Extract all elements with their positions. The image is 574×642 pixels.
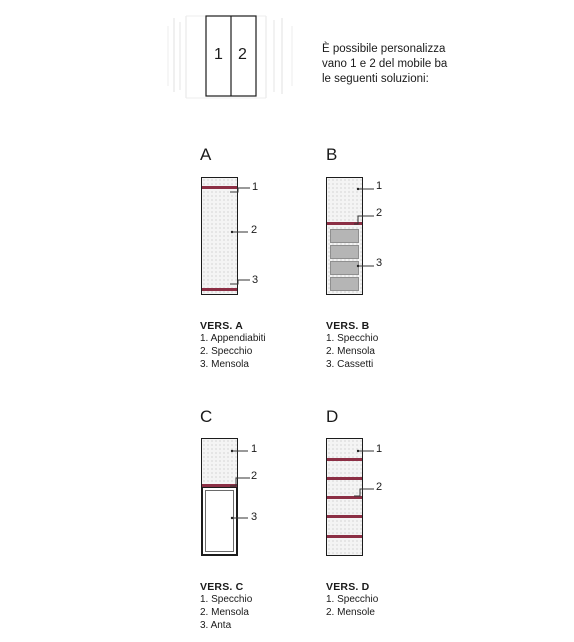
variant-b-legend bbox=[326, 320, 378, 371]
variant-b-item-3: 3. Cassetti bbox=[326, 359, 374, 370]
variant-d-item-1: 1. Specchio bbox=[326, 594, 379, 605]
variant-a-callout-lines bbox=[228, 180, 252, 290]
variant-b-callout-2: 2 bbox=[376, 207, 383, 219]
variant-c-callout-1: 1 bbox=[251, 443, 258, 455]
variant-d-shelf-5 bbox=[327, 535, 362, 538]
variant-a-callout-1: 1 bbox=[252, 181, 259, 193]
variant-d-callout-1: 1 bbox=[376, 443, 383, 455]
variant-a-item-2: 2. Specchio bbox=[200, 346, 253, 357]
variant-b-callout-3: 3 bbox=[376, 257, 383, 269]
variant-d-callout-lines bbox=[352, 442, 378, 502]
variant-c-item-1: 1. Specchio bbox=[200, 594, 253, 605]
variant-c-letter: C bbox=[200, 407, 213, 426]
overview-door-1-label: 1 bbox=[214, 46, 223, 63]
intro-text bbox=[322, 42, 447, 87]
intro-line-3: le seguenti soluzioni: bbox=[322, 73, 429, 85]
variant-c-callout-2: 2 bbox=[251, 470, 258, 482]
variant-c-title: VERS. C bbox=[200, 581, 244, 593]
variant-d-callout-2: 2 bbox=[376, 481, 383, 493]
variant-b-callout-lines bbox=[352, 180, 378, 280]
intro-line-2: vano 1 e 2 del mobile ba bbox=[322, 58, 448, 70]
variant-a-letter: A bbox=[200, 145, 212, 164]
variant-d-title: VERS. D bbox=[326, 581, 370, 593]
variant-b-letter: B bbox=[326, 145, 338, 164]
variant-d-letter: D bbox=[326, 407, 339, 426]
variant-b-callout-1: 1 bbox=[376, 180, 383, 192]
variant-d-legend bbox=[326, 581, 378, 619]
variant-c-item-3: 3. Anta bbox=[200, 620, 232, 631]
variant-a-callout-3: 3 bbox=[252, 274, 259, 286]
variant-b-title: VERS. B bbox=[326, 320, 370, 332]
variant-b-item-2: 2. Mensola bbox=[326, 346, 375, 357]
variant-c-item-2: 2. Mensola bbox=[200, 607, 249, 618]
variant-a-item-1: 1. Appendiabiti bbox=[200, 333, 266, 344]
intro-line-1: È possibile personalizza bbox=[322, 43, 446, 55]
variant-d-item-2: 2. Mensole bbox=[326, 607, 375, 618]
overview-wardrobe-sketch bbox=[160, 6, 302, 106]
variant-a-legend bbox=[200, 320, 266, 371]
variant-b-item-1: 1. Specchio bbox=[326, 333, 379, 344]
variant-a-title: VERS. A bbox=[200, 320, 244, 332]
variant-a-callout-2: 2 bbox=[251, 224, 258, 236]
overview-door-2-label: 2 bbox=[238, 46, 247, 63]
variant-c-legend bbox=[200, 581, 252, 632]
variant-a-item-3: 3. Mensola bbox=[200, 359, 249, 370]
overview-wardrobe bbox=[160, 6, 302, 106]
variant-c-callout-3: 3 bbox=[251, 511, 258, 523]
variant-d-shelf-4 bbox=[327, 515, 362, 518]
